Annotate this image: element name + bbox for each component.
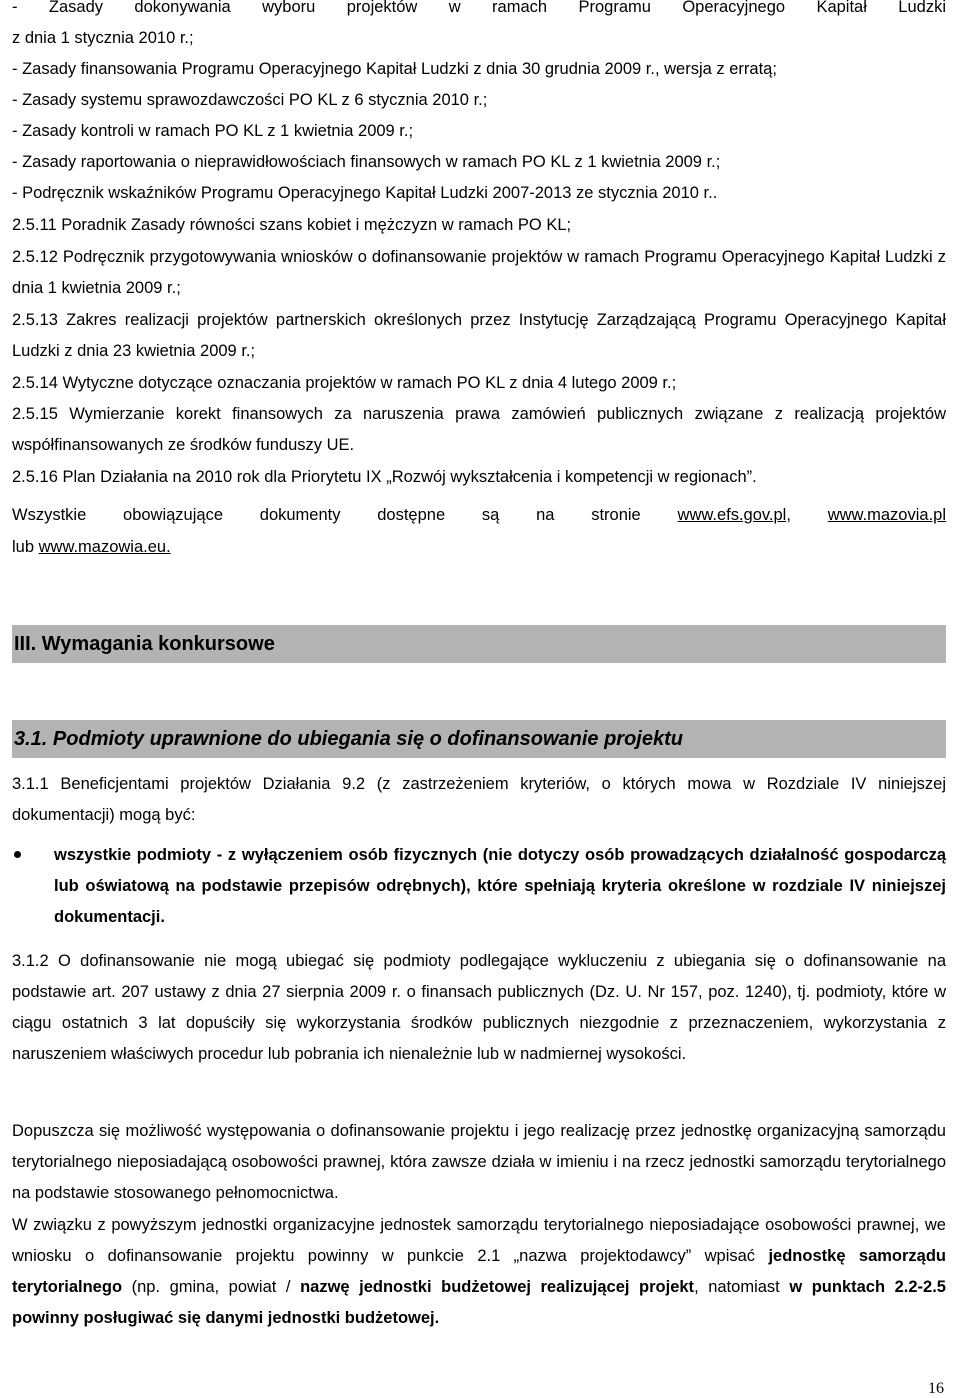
paragraph-2-5-16: 2.5.16 Plan Działania na 2010 rok dla Priorytetu IX „Rozwój wykształcenia i kompetencji w regionach”. xyxy=(12,468,757,486)
text-part: (np. gmina, powiat / xyxy=(122,1278,301,1296)
bullet-item xyxy=(12,840,946,933)
link-efs[interactable]: www.efs.gov.pl, xyxy=(677,506,791,524)
bold-part: nazwę jednostki budżetowej realizującej projekt xyxy=(300,1278,695,1296)
paragraph-2-5-14: 2.5.14 Wytyczne dotyczące oznaczania projektów w ramach PO KL z dnia 4 lutego 2009 r.; xyxy=(12,374,677,392)
paragraph-3-1-1: 3.1.1 Beneficjentami projektów Działania 9.2 (z zastrzeżeniem kryteriów, o których mowa w Rozdziale IV niniejszej dokumentacji) mogą być: xyxy=(12,775,946,824)
list-item: z dnia 1 stycznia 2010 r.; xyxy=(12,29,194,47)
bold-part: w punktach 2.2-2.5 powinny posługiwać się danymi jednostki budżetowej. xyxy=(12,1278,946,1327)
list-item: - Zasady raportowania o nieprawidłowościach finansowych w ramach PO KL z 1 kwietnia 2009 r.; xyxy=(12,153,721,171)
paragraph-dopuszcza: Dopuszcza się możliwość występowania o dofinansowanie projektu i jego realizację przez jednostkę organizacyjną samorządu terytorialnego nieposiadającą osobowości prawnej, która zawsze działa w imieniu i na rzecz jednostki samorządu terytorialnego na podstawie stosowanego pełnomocnictwa. xyxy=(12,1122,946,1202)
list-item: - Zasady finansowania Programu Operacyjnego Kapitał Ludzki z dnia 30 grudnia 2009 r., wersja z erratą; xyxy=(12,60,777,78)
list-item: - Zasady kontroli w ramach PO KL z 1 kwietnia 2009 r.; xyxy=(12,122,414,140)
text-part: , natomiast xyxy=(694,1278,790,1296)
documents-line xyxy=(12,500,946,531)
paragraph-3-1-2: 3.1.2 O dofinansowanie nie mogą ubiegać się podmioty podlegające wykluczeniu z ubiegania się o dofinansowanie na podstawie art. 207 ustawy z dnia 27 sierpnia 2009 r. o finansach publicznych (Dz. U. Nr 157, poz. 1240), tj. podmioty, które w ciągu ostatnich 3 lat dopuściły się wykorzystania środków publicznych niezgodnie z przeznaczeniem, wykorzystania z naruszeniem właściwych procedur lub pobrania ich nienależnie lub w nadmiernej wysokości. xyxy=(12,952,946,1063)
documents-line-2 xyxy=(12,532,946,563)
paragraph-w-zwiazku xyxy=(12,1210,946,1334)
list-item: 2.5.11 Poradnik Zasady równości szans kobiet i mężczyzn w ramach PO KL; xyxy=(12,216,572,234)
bullet-icon xyxy=(14,851,21,858)
page-number: 16 xyxy=(928,1380,944,1397)
section-heading: III. Wymagania konkursowe xyxy=(12,625,946,663)
text-part: W związku z powyższym jednostki organizacyjne jednostek samorządu terytorialnego nieposiadające osobowości prawnej, we wniosku o dofinansowanie projektu powinny w punkcie 2.1 „nazwa projektodawcy” wpisać xyxy=(12,1216,946,1265)
paragraph-2-5-15: 2.5.15 Wymierzanie korekt finansowych za naruszenia prawa zamówień publicznych związane z realizacją projektów współfinansowanych ze środków funduszy UE. xyxy=(12,405,946,454)
paragraph-2-5-12: 2.5.12 Podręcznik przygotowywania wniosków o dofinansowanie projektów w ramach Programu Operacyjnego Kapitał Ludzki z dnia 1 kwietnia 2009 r.; xyxy=(12,248,946,297)
documents-text: Wszystkie obowiązujące dokumenty dostępne są na stronie xyxy=(12,506,641,524)
paragraph-2-5-13: 2.5.13 Zakres realizacji projektów partnerskich określonych przez Instytucję Zarządzającą Programu Operacyjnego Kapitał Ludzki z dnia 23 kwietnia 2009 r.; xyxy=(12,311,946,360)
subsection-heading: 3.1. Podmioty uprawnione do ubiegania się o dofinansowanie projektu xyxy=(12,720,946,758)
bold-part: jednostkę samorządu terytorialnego xyxy=(12,1247,947,1296)
link-mazowia[interactable]: www.mazowia.eu. xyxy=(38,538,171,556)
link-mazovia[interactable]: www.mazovia.pl xyxy=(827,506,947,524)
list-item: - Podręcznik wskaźników Programu Operacyjnego Kapitał Ludzki 2007-2013 ze stycznia 2010 r.. xyxy=(12,184,718,202)
list-item: - Zasady systemu sprawozdawczości PO KL z 6 stycznia 2010 r.; xyxy=(12,91,488,109)
bullet-text: wszystkie podmioty - z wyłączeniem osób fizycznych (nie dotyczy osób prowadzących działalność gospodarczą lub oświatową na podstawie przepisów odrębnych), które spełniają kryteria określone w rozdziale IV niniejszej dokumentacji. xyxy=(54,846,946,926)
list-item: - Zasady dokonywania wyboru projektów w ramach Programu Operacyjnego Kapitał Ludzki xyxy=(12,0,946,16)
or-text: lub xyxy=(12,538,35,556)
